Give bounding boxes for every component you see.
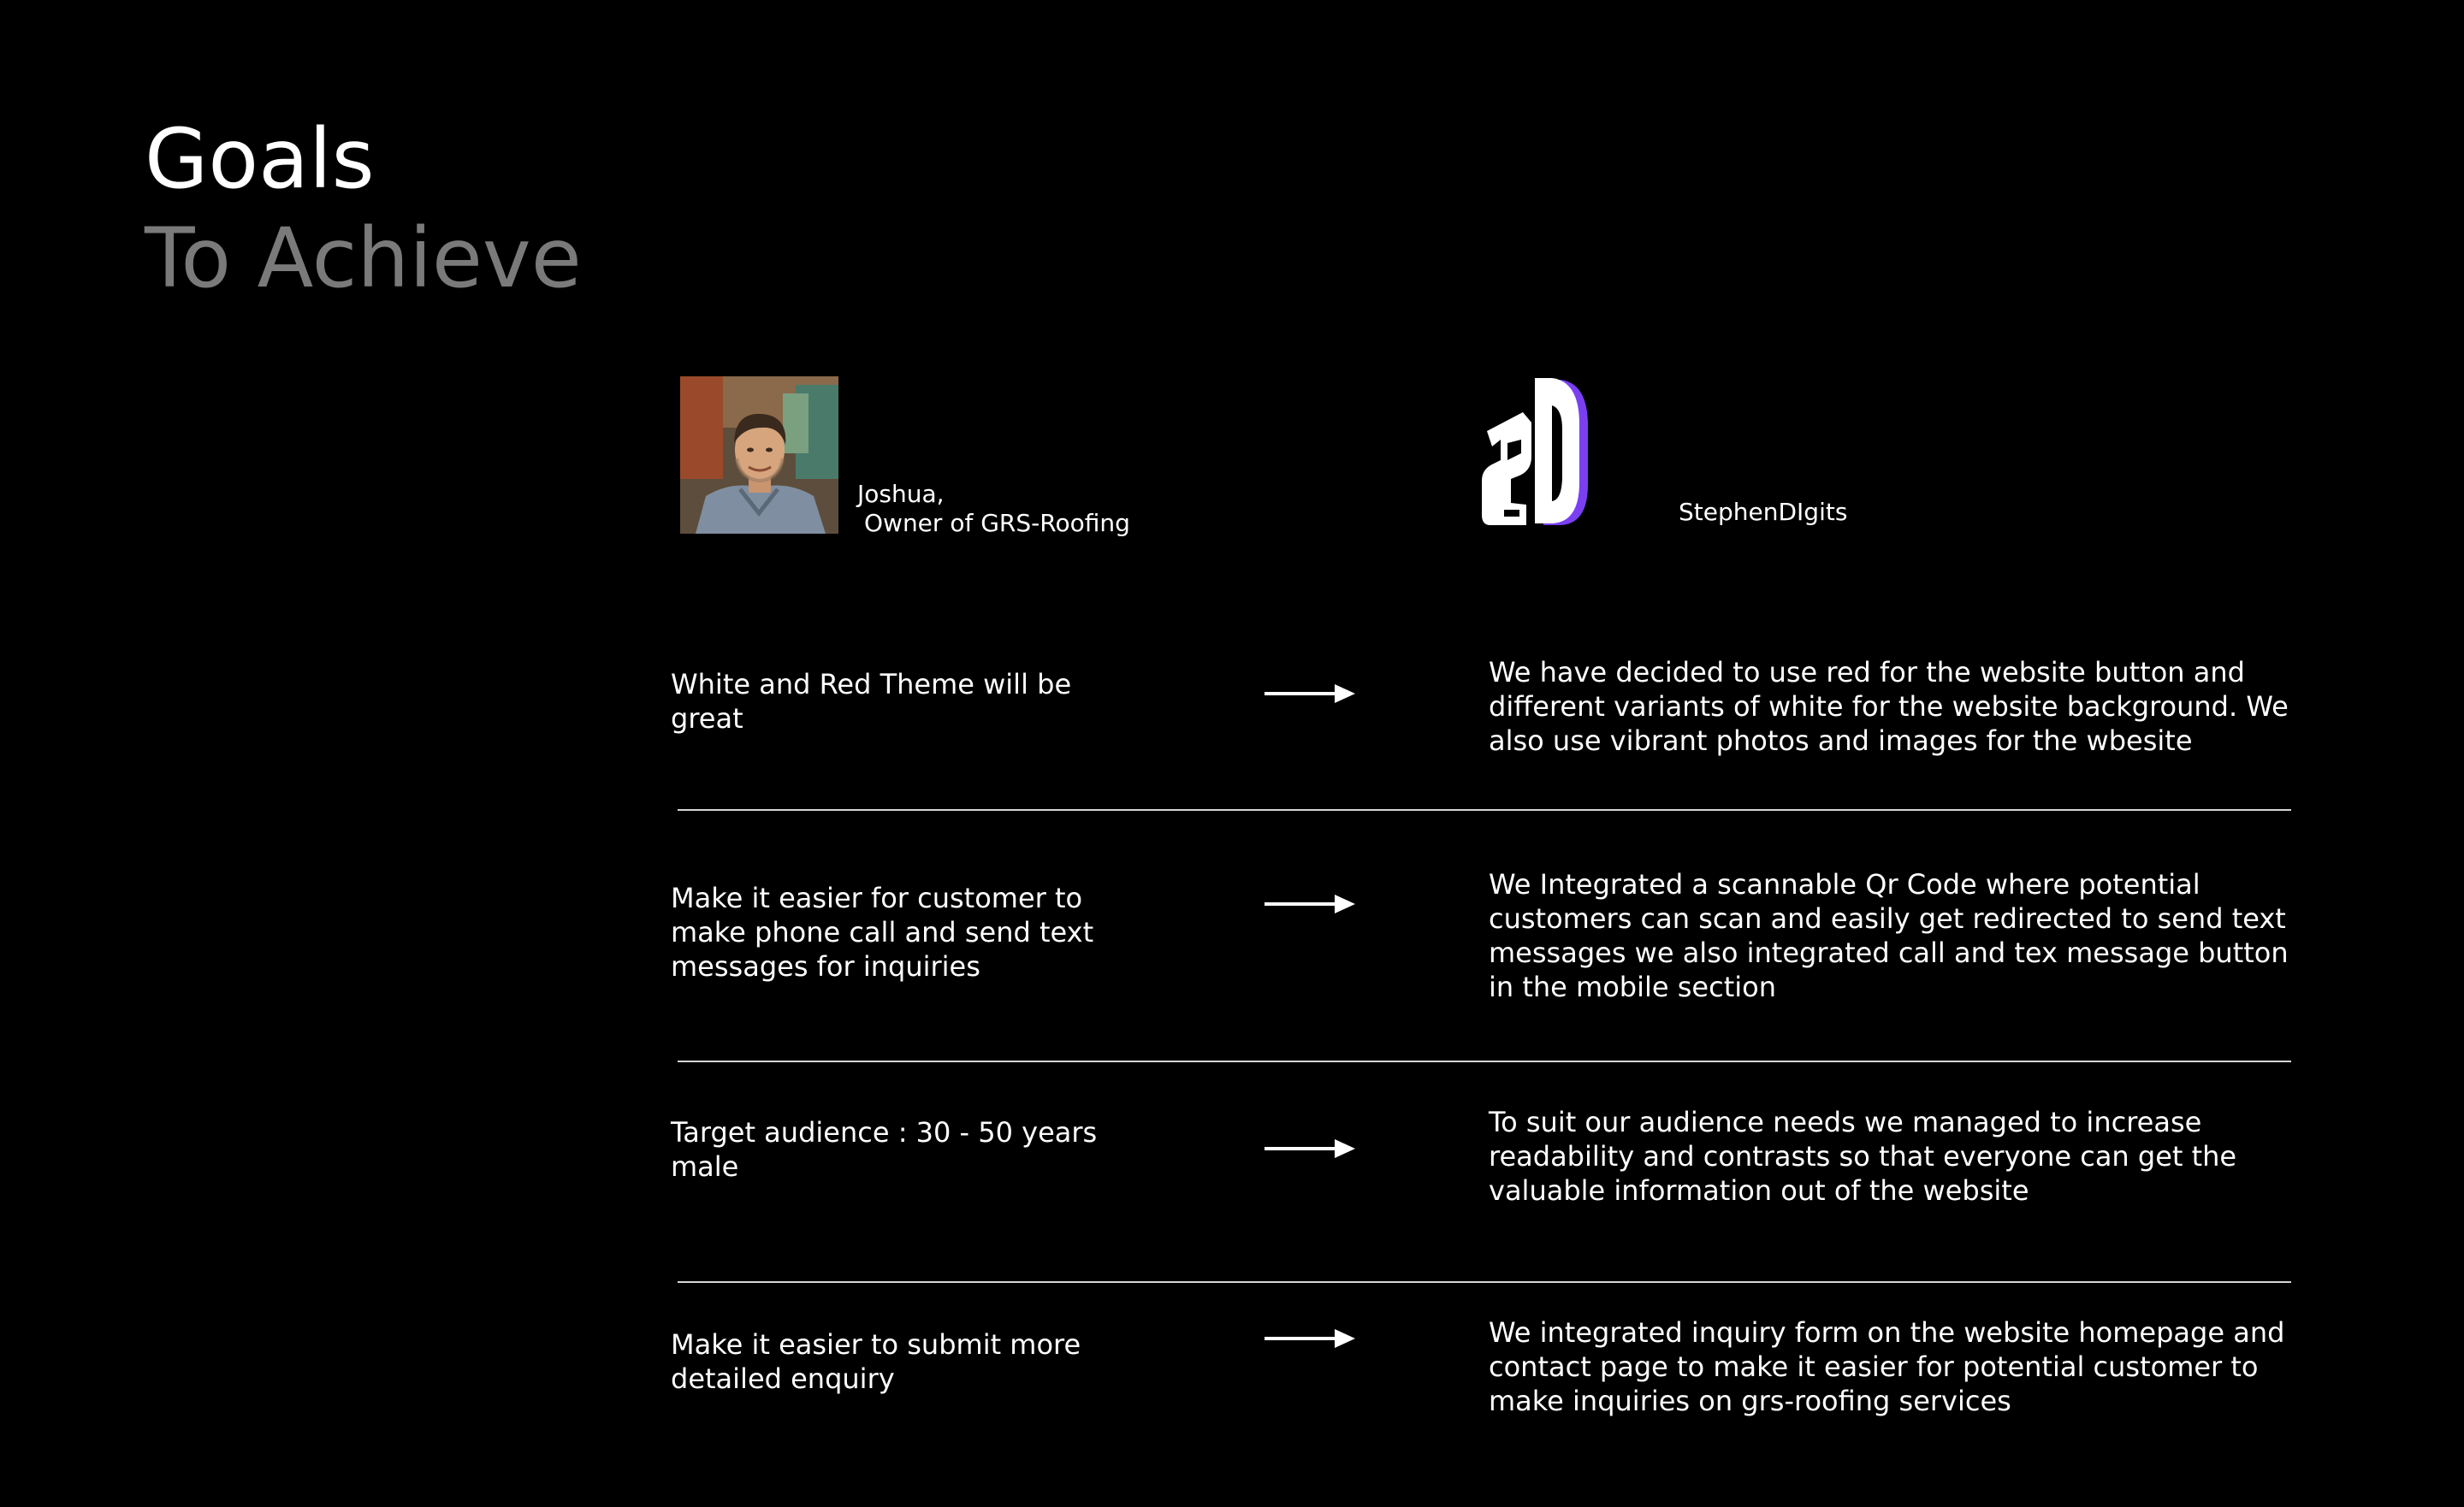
row-divider <box>678 809 2291 811</box>
client-role: Owner of GRS-Roofing <box>864 509 1130 537</box>
client-goal-4: Make it easier to submit more detailed enquiry <box>671 1328 1081 1395</box>
page-heading <box>145 109 582 308</box>
client-goal-1: White and Red Theme will be great <box>671 668 1072 735</box>
solution-1: We have decided to use red for the website button and different variants of white for the website background. We also use vibrant photos and images for the wbesite <box>1489 656 2289 757</box>
arrow-right-icon <box>1265 1138 1355 1160</box>
client-goal-3: Target audience : 30 - 50 years male <box>671 1116 1098 1183</box>
arrow-right-icon <box>1265 1327 1355 1350</box>
row-divider <box>678 1061 2291 1062</box>
row-divider <box>678 1281 2291 1283</box>
solution-4: We integrated inquiry form on the website homepage and contact page to make it easier for potential customer to make inquiries on grs-roofing services <box>1489 1316 2285 1417</box>
heading-secondary: To Achieve <box>145 210 582 306</box>
arrow-right-icon <box>1265 893 1355 915</box>
client-avatar <box>680 376 838 534</box>
arrow-right-icon <box>1265 683 1355 705</box>
stephendigits-logo-icon <box>1470 375 1593 530</box>
solution-3: To suit our audience needs we managed to increase readability and contrasts so that everyone can get the valuable information out of the website <box>1489 1106 2237 1207</box>
heading-primary: Goals <box>145 111 375 207</box>
client-goal-2: Make it easier for customer to make phone call and send text messages for inquiries <box>671 882 1094 983</box>
client-name: Joshua, <box>857 480 945 508</box>
solution-2: We Integrated a scannable Qr Code where potential customers can scan and easily get redirected to send text messages we also integrated call and tex message button in the mobile section <box>1489 868 2289 1003</box>
client-caption <box>857 480 1130 538</box>
agency-name: StephenDIgits <box>1679 498 1848 526</box>
